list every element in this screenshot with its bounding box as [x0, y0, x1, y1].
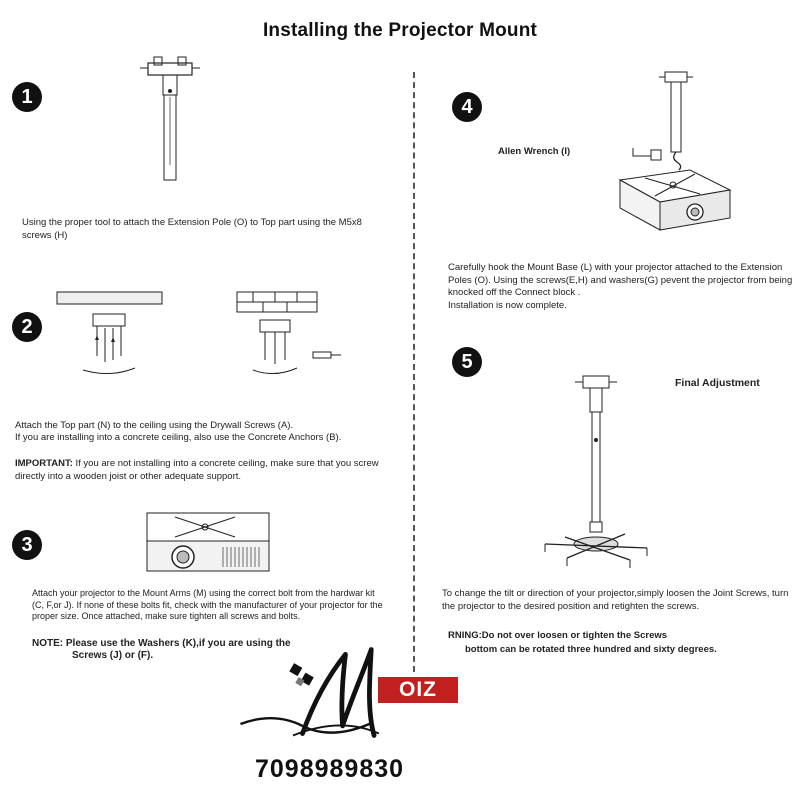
step-5-text: To change the tilt or direction of your projector,simply loosen the Joint Screws, turn the projector to the desired position and retighten the screws.: [442, 588, 789, 612]
step-2-text: Attach the Top part (N) to the ceiling using the Drywall Screws (A).: [15, 420, 294, 431]
step-3-illustration: [145, 507, 275, 577]
allen-wrench-label: Allen Wrench (I): [498, 146, 571, 157]
important-label: IMPORTANT:: [15, 458, 73, 469]
phone-number: 7098989830: [255, 755, 405, 783]
step-2-important: [15, 458, 400, 483]
step-3-number: 3: [12, 530, 42, 560]
step-2-number: 2: [12, 312, 42, 342]
step-5-warning-line-1: RNING:Do not over loosen or tighten the Screws: [448, 630, 668, 641]
step-3-text: Attach your projector to the Mount Arms (M) using the correct bolt from the hardwar kit (C, F,or J). If none of these bolts fit, check with the manufacturer of your projector for the proper size. Once attached, make sure tighten all screws and bolts.: [32, 588, 383, 621]
step-1-illustration: [140, 55, 200, 185]
column-divider: [413, 72, 415, 672]
step-1-text: Using the proper tool to attach the Extension Pole (O) to Top part using the M5x8 screws (H): [22, 217, 362, 241]
step-4-text-2: Installation is now complete.: [448, 300, 567, 311]
step-2-illustration-concrete: [235, 290, 345, 375]
step-4-illustration: [615, 70, 735, 245]
step-2-illustration-wood: [55, 290, 165, 375]
step-2-text-2: If you are installing into a concrete ceiling, also use the Concrete Anchors (B).: [15, 432, 342, 443]
step-4-text: Carefully hook the Mount Base (L) with your projector attached to the Extension Poles (O). Using the screws(E,H) and washers(G) pevent the projector from being knocked off the Connect block .: [448, 262, 793, 298]
step-5-warning-line-2: bottom can be rotated three hundred and sixty degrees.: [465, 644, 717, 655]
step-5-number: 5: [452, 347, 482, 377]
logo-oiz-box: OIZ: [378, 677, 458, 703]
step-4-number: 4: [452, 92, 482, 122]
step-3-note-line-2: Screws (J) or (F).: [72, 650, 154, 661]
step-1-number: 1: [12, 82, 42, 112]
important-text: If you are not installing into a concrete ceiling, make sure that you screw directly into a wooden joist or other adequate support.: [15, 458, 379, 482]
step-3-note-line-1: NOTE: Please use the Washers (K),if you are using the: [32, 638, 291, 649]
page-title: Installing the Projector Mount: [262, 20, 538, 41]
final-adjustment-label: Final Adjustment: [675, 377, 760, 389]
step-5-illustration: [535, 372, 655, 582]
